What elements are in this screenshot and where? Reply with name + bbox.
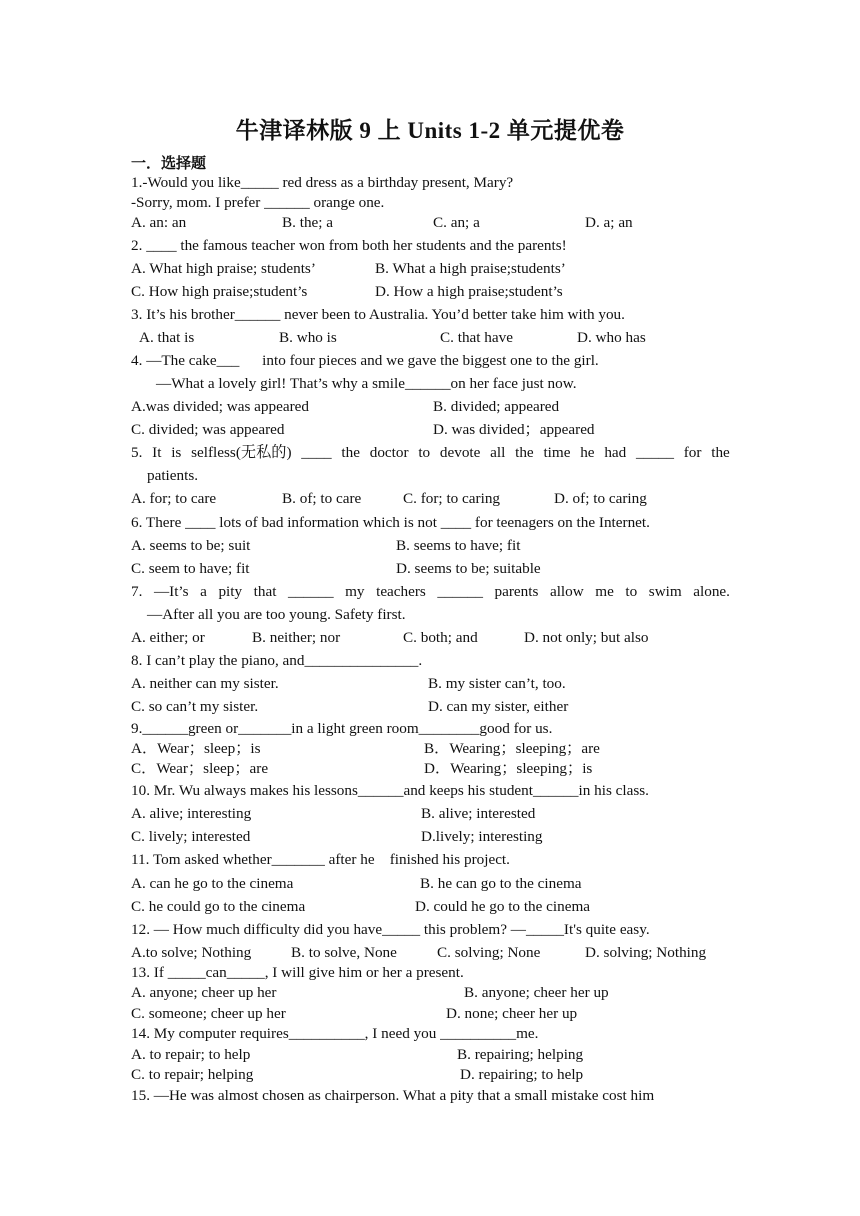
question-text: —After all you are too young. Safety first. [147,606,406,623]
answer-option: A．Wear；sleep；is [131,740,261,757]
question-text: patients. [147,467,199,484]
answer-option: A.to solve; Nothing [131,944,252,961]
answer-option: B. What a high praise;students’ [375,260,566,277]
question-text: 7. —It’s a pity that ______ my teachers ______ parents allow me to swim alone. [131,583,730,600]
answer-option: A. an: an [131,214,187,231]
answer-option: D. How a high praise;student’s [375,283,563,300]
question-text: —What a lovely girl! That’s why a smile______on her face just now. [156,375,577,392]
answer-option: B. my sister can’t, too. [428,675,566,692]
answer-option: C．Wear；sleep；are [131,760,269,777]
answer-option: B. he can go to the cinema [420,875,582,892]
answer-option: A. anyone; cheer up her [131,984,277,1001]
answer-option: A. What high praise; students’ [131,260,316,277]
answer-option: C. How high praise;student’s [131,283,308,300]
answer-option: A. seems to be; suit [131,537,251,554]
answer-option: D. a; an [585,214,633,231]
section-heading: 一．选择题 [131,156,207,172]
answer-option: B. alive; interested [421,805,536,822]
question-text: 15. —He was almost chosen as chairperson. What a pity that a small mistake cost him [131,1087,655,1104]
answer-option: C. both; and [403,629,478,646]
answer-option: C. so can’t my sister. [131,698,259,715]
answer-option: C. divided; was appeared [131,421,285,438]
answer-option: A. can he go to the cinema [131,875,294,892]
question-text: 12. — How much difficulty did you have_____ this problem? —_____It's quite easy. [131,921,650,938]
answer-option: B. divided; appeared [433,398,560,415]
answer-option: A. for; to care [131,490,217,507]
question-text: 14. My computer requires__________, I need you __________me. [131,1025,539,1042]
answer-option: C. an; a [433,214,480,231]
answer-option: B. of; to care [282,490,362,507]
answer-option: A. alive; interesting [131,805,252,822]
question-text: 10. Mr. Wu always makes his lessons______and keeps his student______in his class. [131,782,649,799]
answer-option: B. the; a [282,214,334,231]
question-text: 2. ____ the famous teacher won from both her students and the parents! [131,237,567,254]
answer-option: A. to repair; to help [131,1046,251,1063]
answer-option: C. he could go to the cinema [131,898,306,915]
answer-option: B. who is [279,329,337,346]
question-text: 13. If _____can_____, I will give him or her a present. [131,964,464,981]
answer-option: C. someone; cheer up her [131,1005,286,1022]
question-text: 6. There ____ lots of bad information which is not ____ for teenagers on the Internet. [131,514,650,531]
question-text: -Sorry, mom. I prefer ______ orange one. [131,194,385,211]
question-text: 3. It’s his brother______ never been to Australia. You’d better take him with you. [131,306,625,323]
document-title: 牛津译林版 9 上 Units 1-2 单元提优卷 [235,118,625,143]
answer-option: D.lively; interesting [421,828,543,845]
answer-option: B. seems to have; fit [396,537,521,554]
answer-option: D. not only; but also [524,629,649,646]
answer-option: C. to repair; helping [131,1066,254,1083]
answer-option: D．Wearing；sleeping；is [424,760,593,777]
question-text: 11. Tom asked whether_______ after he finished his project. [131,851,510,868]
answer-option: B．Wearing；sleeping；are [424,740,600,757]
answer-option: B. anyone; cheer her up [464,984,609,1001]
answer-option: D. of; to caring [554,490,647,507]
answer-option: A. neither can my sister. [131,675,279,692]
question-text: 8. I can’t play the piano, and_______________. [131,652,423,669]
answer-option: C. lively; interested [131,828,251,845]
answer-option: D. was divided；appeared [433,421,595,438]
answer-option: A. either; or [131,629,205,646]
answer-option: D. none; cheer her up [446,1005,578,1022]
answer-option: C. that have [440,329,513,346]
answer-option: D. who has [577,329,646,346]
answer-option: C. for; to caring [403,490,501,507]
answer-option: D. solving; Nothing [585,944,707,961]
question-text: 9.______green or_______in a light green room________good for us. [131,720,553,737]
answer-option: B. neither; nor [252,629,341,646]
answer-option: C. seem to have; fit [131,560,250,577]
question-text: 4. —The cake___ into four pieces and we gave the biggest one to the girl. [131,352,599,369]
answer-option: A. that is [139,329,195,346]
answer-option: B. repairing; helping [457,1046,584,1063]
question-text: 5. It is selfless(无私的) ____ the doctor to devote all the time he had _____ for the [131,444,730,461]
answer-option: D. could he go to the cinema [415,898,591,915]
answer-option: A.was divided; was appeared [131,398,309,415]
answer-option: D. can my sister, either [428,698,569,715]
answer-option: B. to solve, None [291,944,397,961]
question-text: 1.-Would you like_____ red dress as a birthday present, Mary? [131,174,514,191]
answer-option: D. repairing; to help [460,1066,584,1083]
answer-option: C. solving; None [437,944,541,961]
answer-option: D. seems to be; suitable [396,560,541,577]
